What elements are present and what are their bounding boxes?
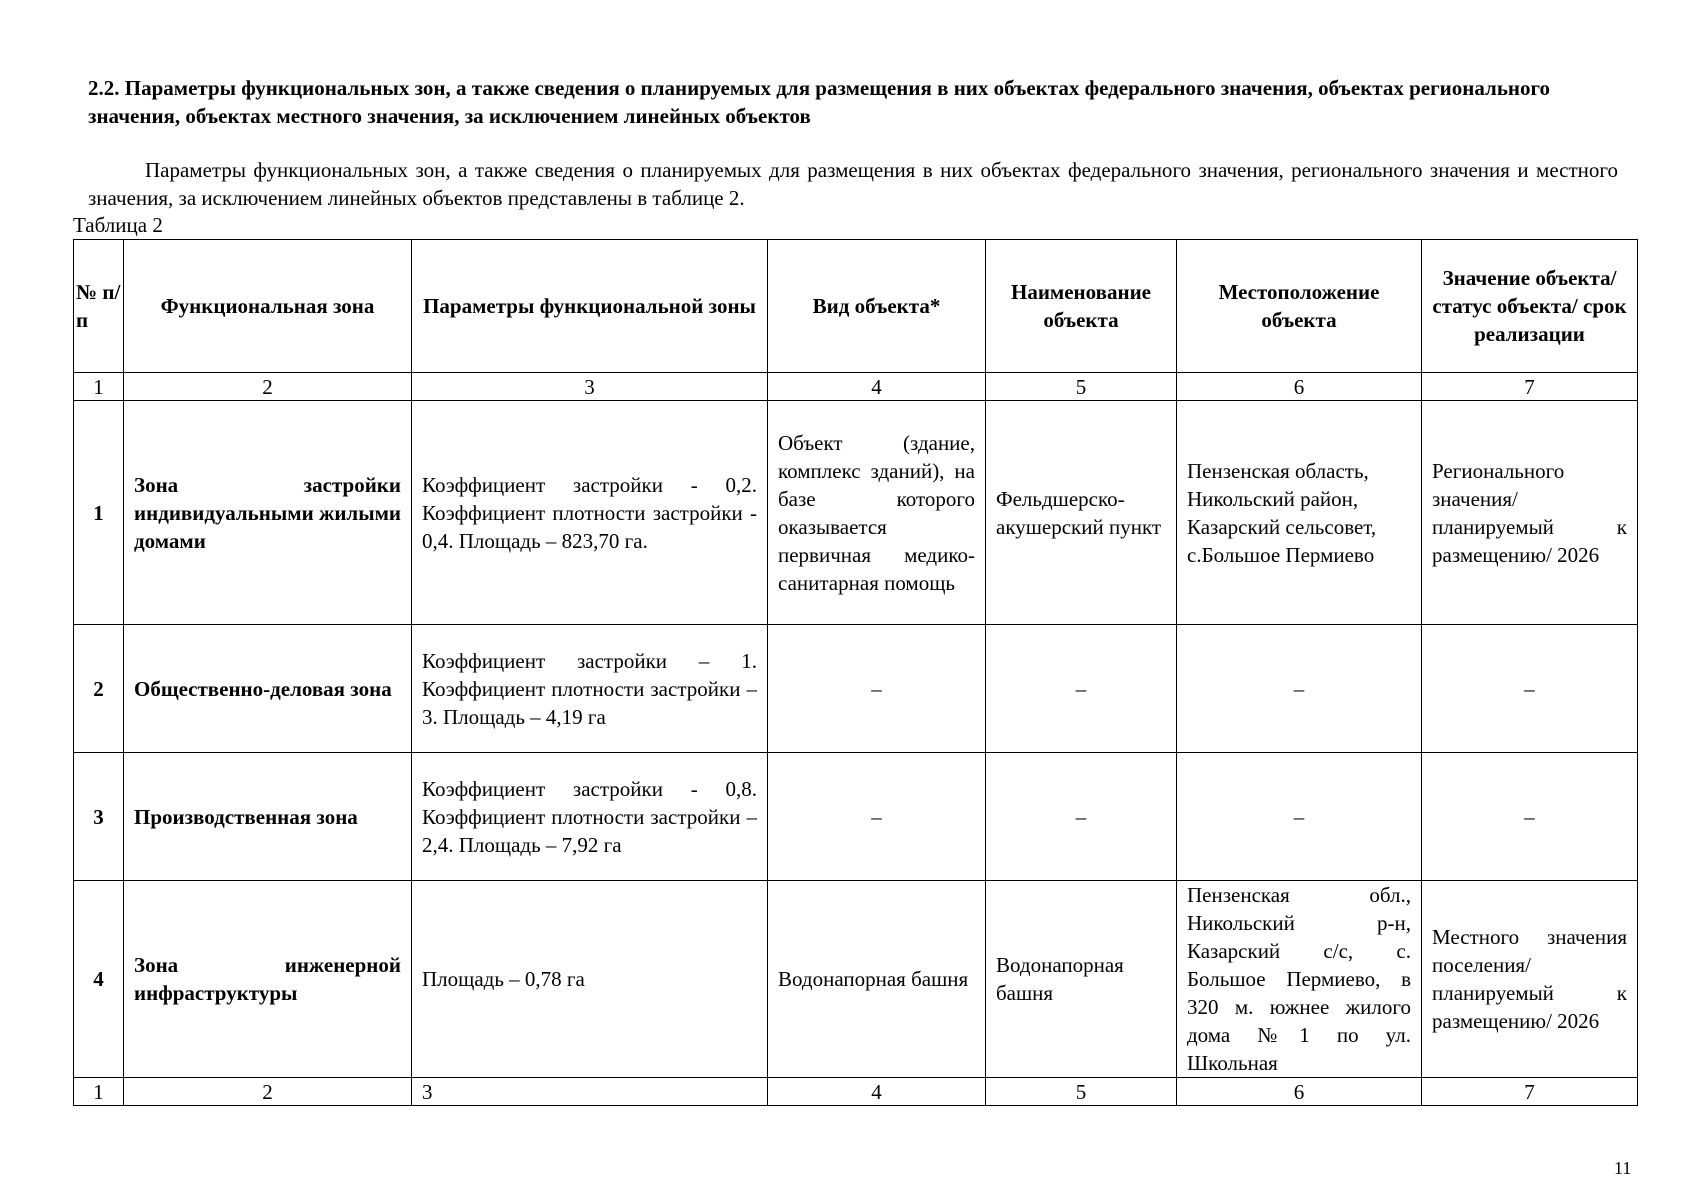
column-number: 5 xyxy=(986,1078,1177,1106)
column-number: 7 xyxy=(1422,1078,1638,1106)
object-location: Пензенская область, Никольский район, Казарский сельсовет, с.Большое Пермиево xyxy=(1177,401,1422,625)
column-number: 4 xyxy=(768,1078,986,1106)
row-number: 4 xyxy=(74,881,124,1078)
column-number: 2 xyxy=(124,1078,412,1106)
table-row xyxy=(74,401,1638,625)
header-cell-zone: Функциональная зона xyxy=(124,240,412,373)
zone-parameters: Коэффициент застройки - 0,8. Коэффициент плотности застройки – 2,4. Площадь – 7,92 га xyxy=(412,753,768,881)
column-number: 1 xyxy=(74,1078,124,1106)
zone-name: Общественно-деловая зона xyxy=(124,625,412,753)
column-number: 2 xyxy=(124,373,412,401)
header-cell-object-name: Наименование объекта xyxy=(986,240,1177,373)
column-number: 6 xyxy=(1177,1078,1422,1106)
zone-parameters: Площадь – 0,78 га xyxy=(412,881,768,1078)
column-number-row xyxy=(74,373,1638,401)
zone-parameters: Коэффициент застройки - 0,2. Коэффициент плотности застройки - 0,4. Площадь – 823,70 га. xyxy=(412,401,768,625)
header-cell-status: Значение объекта/ статус объекта/ срок реализации xyxy=(1422,240,1638,373)
object-location: – xyxy=(1177,625,1422,753)
object-type: – xyxy=(768,753,986,881)
header-cell-location: Местоположение объекта xyxy=(1177,240,1422,373)
object-name: – xyxy=(986,625,1177,753)
object-type: – xyxy=(768,625,986,753)
object-status: Местного значения поселения/ планируемый к размещению/ 2026 xyxy=(1422,881,1638,1078)
object-type: Водонапорная башня xyxy=(768,881,986,1078)
object-status: Регионального значения/ планируемый к размещению/ 2026 xyxy=(1422,401,1638,625)
table-caption: Таблица 2 xyxy=(73,213,163,237)
object-name: Фельдшерско-акушерский пункт xyxy=(986,401,1177,625)
header-cell-object-type: Вид объекта* xyxy=(768,240,986,373)
header-cell-params: Параметры функциональной зоны xyxy=(412,240,768,373)
column-number: 7 xyxy=(1422,373,1638,401)
object-name: – xyxy=(986,753,1177,881)
column-number: 1 xyxy=(74,373,124,401)
column-number: 6 xyxy=(1177,373,1422,401)
zone-name: Производственная зона xyxy=(124,753,412,881)
header-cell-num: № п/п xyxy=(74,240,124,373)
section-heading: 2.2. Параметры функциональных зон, а также сведения о планируемых для размещения в них объектах федерального значения, объектах регионального значения, объектах местного значения, за исключением линейных объектов xyxy=(88,76,1551,128)
object-location: Пензенская обл., Никольский р-н, Казарский с/с, с. Большое Пермиево, в 320 м. южнее жилого дома №1 по ул. Школьная xyxy=(1177,881,1422,1078)
table-row xyxy=(74,753,1638,881)
table-row xyxy=(74,625,1638,753)
page-number: 11 xyxy=(1614,1158,1632,1178)
column-number-row xyxy=(74,1078,1638,1106)
row-number: 2 xyxy=(74,625,124,753)
zones-table xyxy=(73,239,1638,1106)
table-row xyxy=(74,881,1638,1078)
intro-paragraph: Параметры функциональных зон, а также сведения о планируемых для размещения в них объектах федерального значения, регионального значения и местного значения, за исключением линейных объектов представлены в таблице 2. xyxy=(88,158,1618,210)
header-row xyxy=(74,240,1638,373)
zone-parameters: Коэффициент застройки – 1. Коэффициент плотности застройки – 3. Площадь – 4,19 га xyxy=(412,625,768,753)
column-number: 3 xyxy=(412,1078,768,1106)
object-type: Объект (здание, комплекс зданий), на базе которого оказывается первичная медико-санитарная помощь xyxy=(768,401,986,625)
zone-name: Зона инженерной инфраструктуры xyxy=(124,881,412,1078)
object-status: – xyxy=(1422,625,1638,753)
column-number: 3 xyxy=(412,373,768,401)
object-location: – xyxy=(1177,753,1422,881)
column-number: 5 xyxy=(986,373,1177,401)
object-status: – xyxy=(1422,753,1638,881)
row-number: 1 xyxy=(74,401,124,625)
object-name: Водонапорная башня xyxy=(986,881,1177,1078)
column-number: 4 xyxy=(768,373,986,401)
row-number: 3 xyxy=(74,753,124,881)
zone-name: Зона застройки индивидуальными жилыми домами xyxy=(124,401,412,625)
